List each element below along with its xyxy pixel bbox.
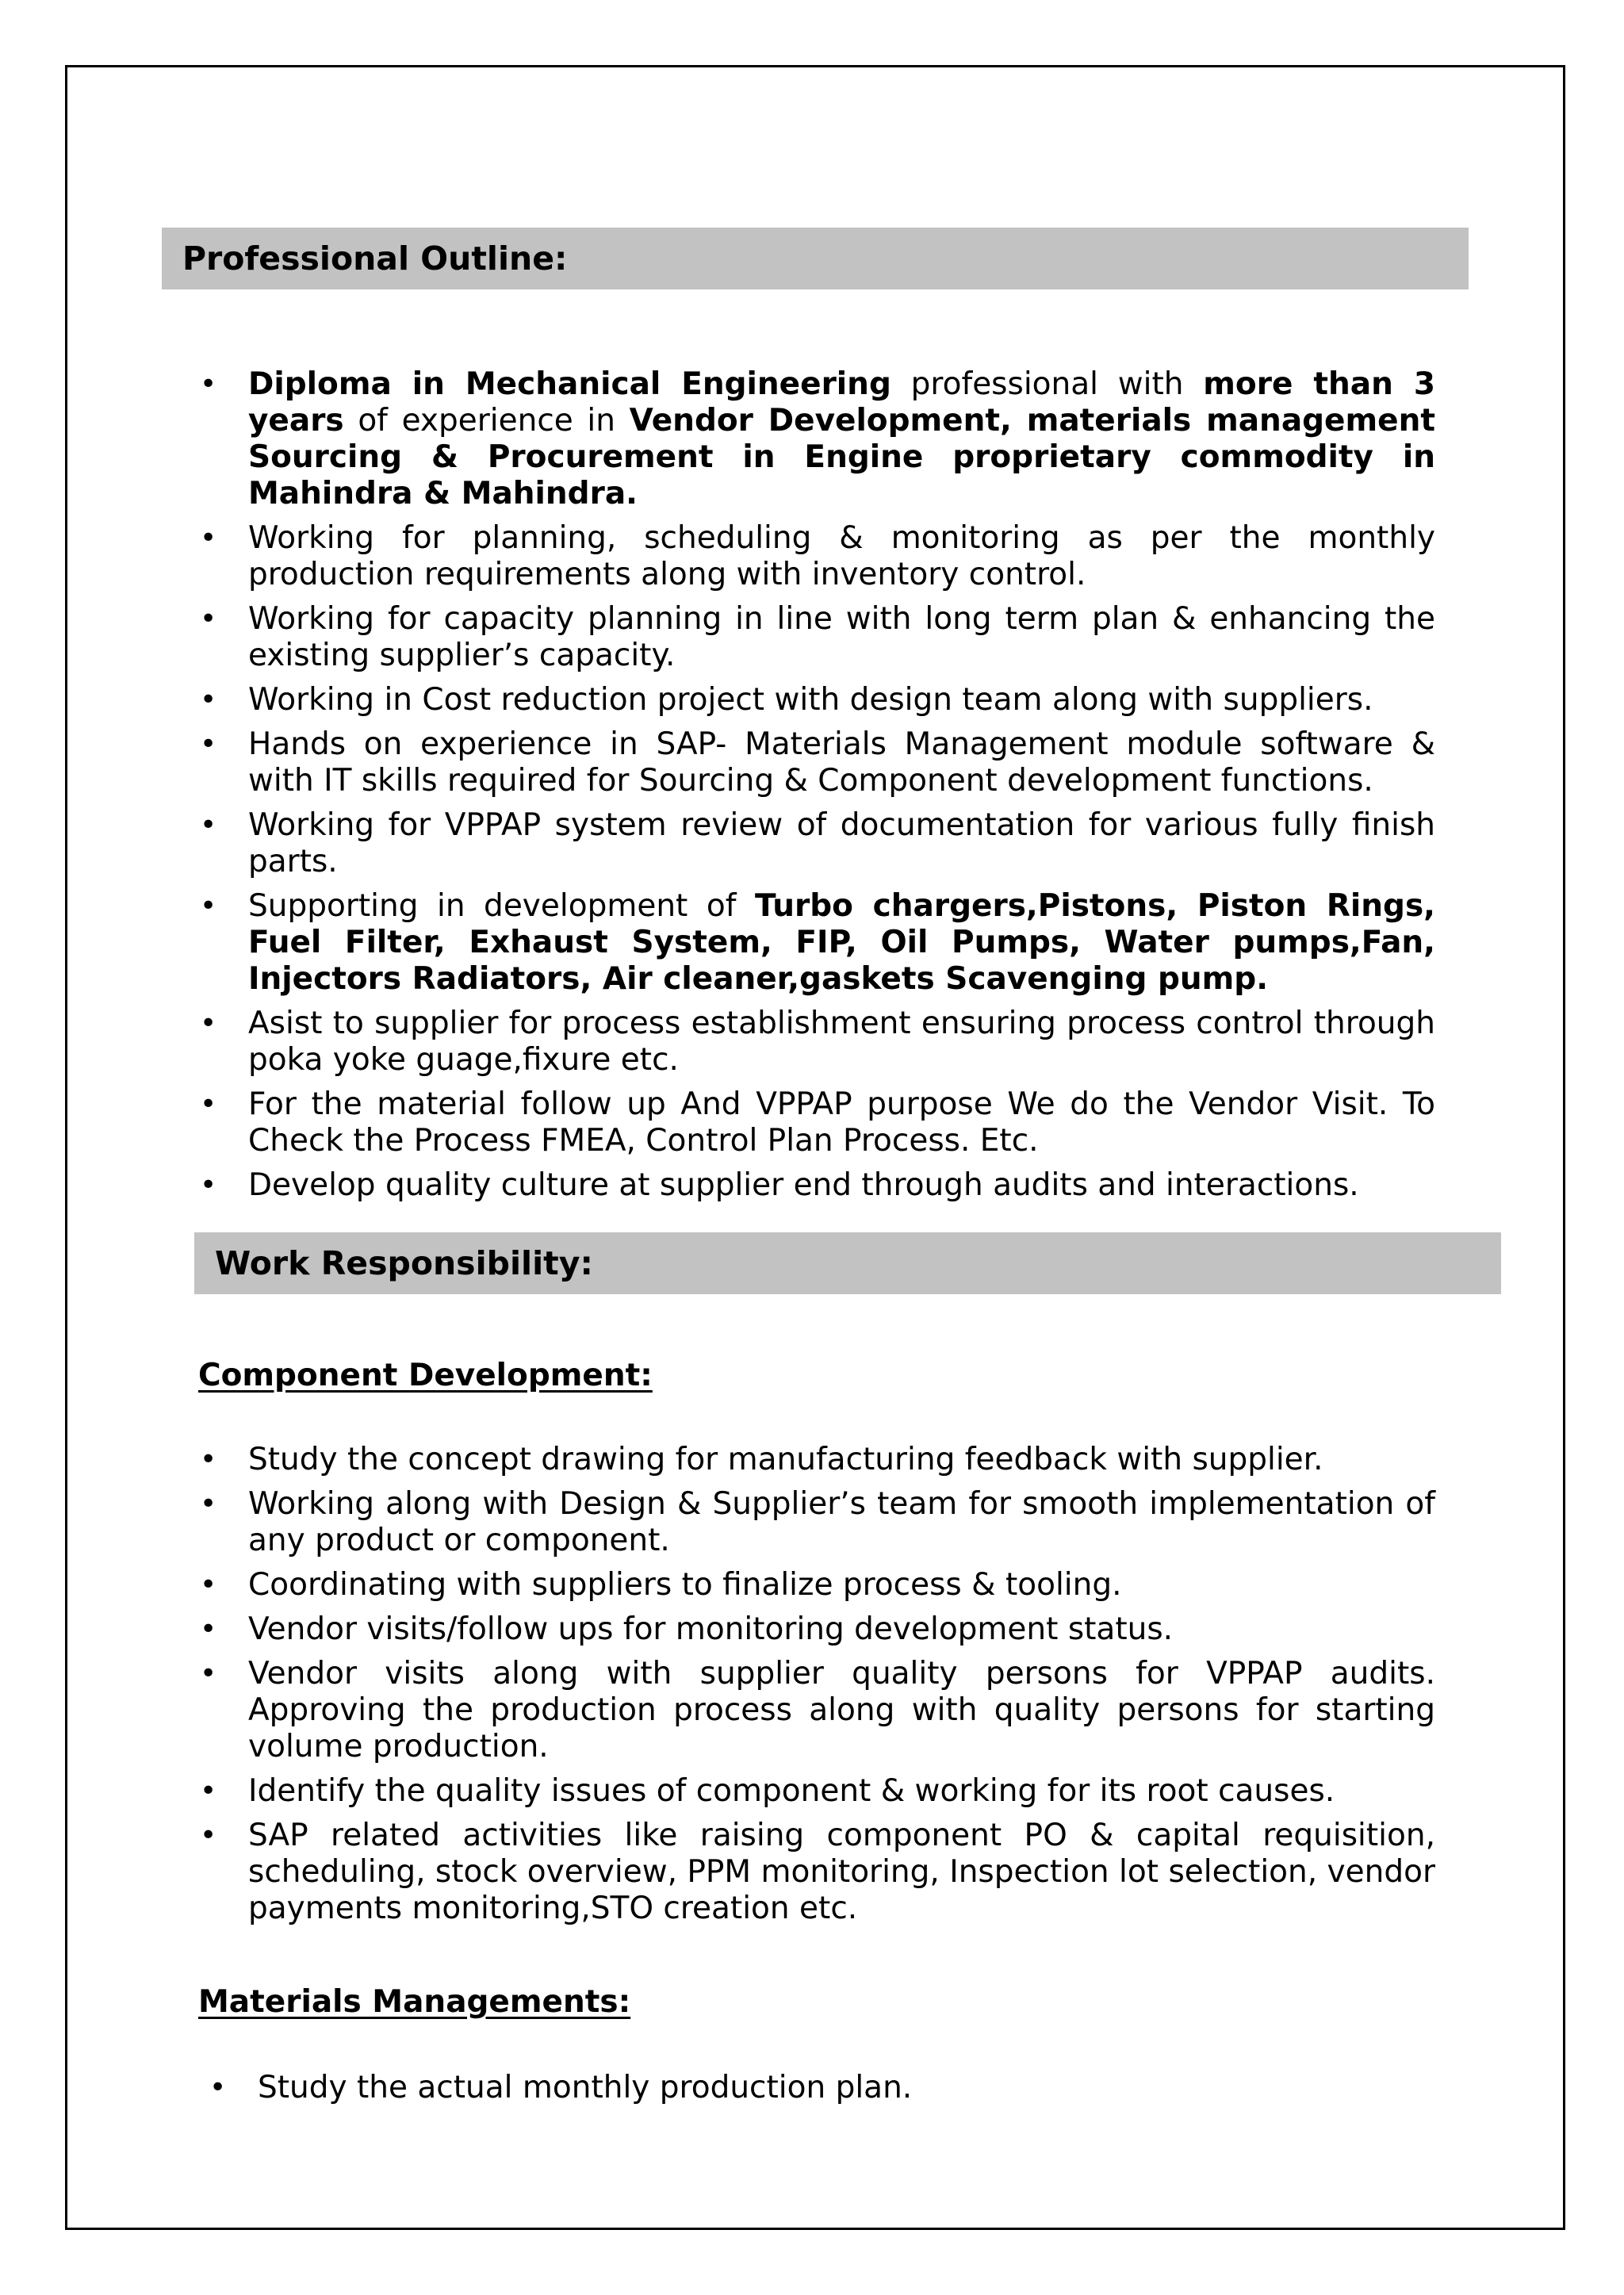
section-header-work-responsibility: Work Responsibility: — [194, 1232, 1501, 1294]
list-item: • Study the concept drawing for manufacturing feedback with supplier. — [200, 1442, 1435, 1478]
list-item: • Working for VPPAP system review of documentation for various fully finish parts. — [200, 807, 1435, 880]
list-item: • Vendor visits/follow ups for monitoring development status. — [200, 1611, 1435, 1648]
section-header-professional-outline: Professional Outline: — [162, 228, 1469, 289]
list-item: • Working along with Design & Supplier’s team for smooth implementation of any product or component. — [200, 1486, 1435, 1559]
list-item: • For the material follow up And VPPAP purpose We do the Vendor Visit. To Check the Process FMEA, Control Plan Process. Etc. — [200, 1086, 1435, 1159]
list-item: • Vendor visits along with supplier quality persons for VPPAP audits. Approving the production process along with quality persons for starting volume production. — [200, 1656, 1435, 1765]
list-item: • Working for planning, scheduling & monitoring as per the monthly production requirements along with inventory control. — [200, 520, 1435, 593]
materials-management-list — [209, 2070, 1435, 2114]
list-item: • Study the actual monthly production plan. — [209, 2070, 1435, 2106]
list-item: • Coordinating with suppliers to finalize process & tooling. — [200, 1567, 1435, 1603]
list-item: • Diploma in Mechanical Engineering professional with more than 3 years of experience in Vendor Development, materials management Sourcing & Procurement in Engine proprietary commodity in Mahindra & Mahindra. — [200, 366, 1435, 512]
list-item: • SAP related activities like raising component PO & capital requisition, scheduling, stock overview, PPM monitoring, Inspection lot selection, vendor payments monitoring,STO creation etc. — [200, 1818, 1435, 1927]
list-item: • Asist to supplier for process establishment ensuring process control through poka yoke guage,fixure etc. — [200, 1006, 1435, 1079]
subheading-materials-management: Materials Managements: — [198, 1984, 631, 2020]
subheading-component-development: Component Development: — [198, 1358, 653, 1393]
list-item: • Working for capacity planning in line with long term plan & enhancing the existing supplier’s capacity. — [200, 601, 1435, 674]
list-item: • Working in Cost reduction project with design team along with suppliers. — [200, 682, 1435, 718]
list-item: • Develop quality culture at supplier end through audits and interactions. — [200, 1167, 1435, 1204]
list-item: • Supporting in development of Turbo chargers,Pistons, Piston Rings, Fuel Filter, Exhaust System, FIP, Oil Pumps, Water pumps,Fan, Injectors Radiators, Air cleaner,gaskets Scavenging pump. — [200, 888, 1435, 998]
professional-outline-list — [200, 366, 1435, 1212]
component-development-list — [200, 1442, 1435, 1935]
list-item: • Hands on experience in SAP- Materials Management module software & with IT skills required for Sourcing & Component development functions. — [200, 726, 1435, 799]
list-item: • Identify the quality issues of component & working for its root causes. — [200, 1773, 1435, 1810]
